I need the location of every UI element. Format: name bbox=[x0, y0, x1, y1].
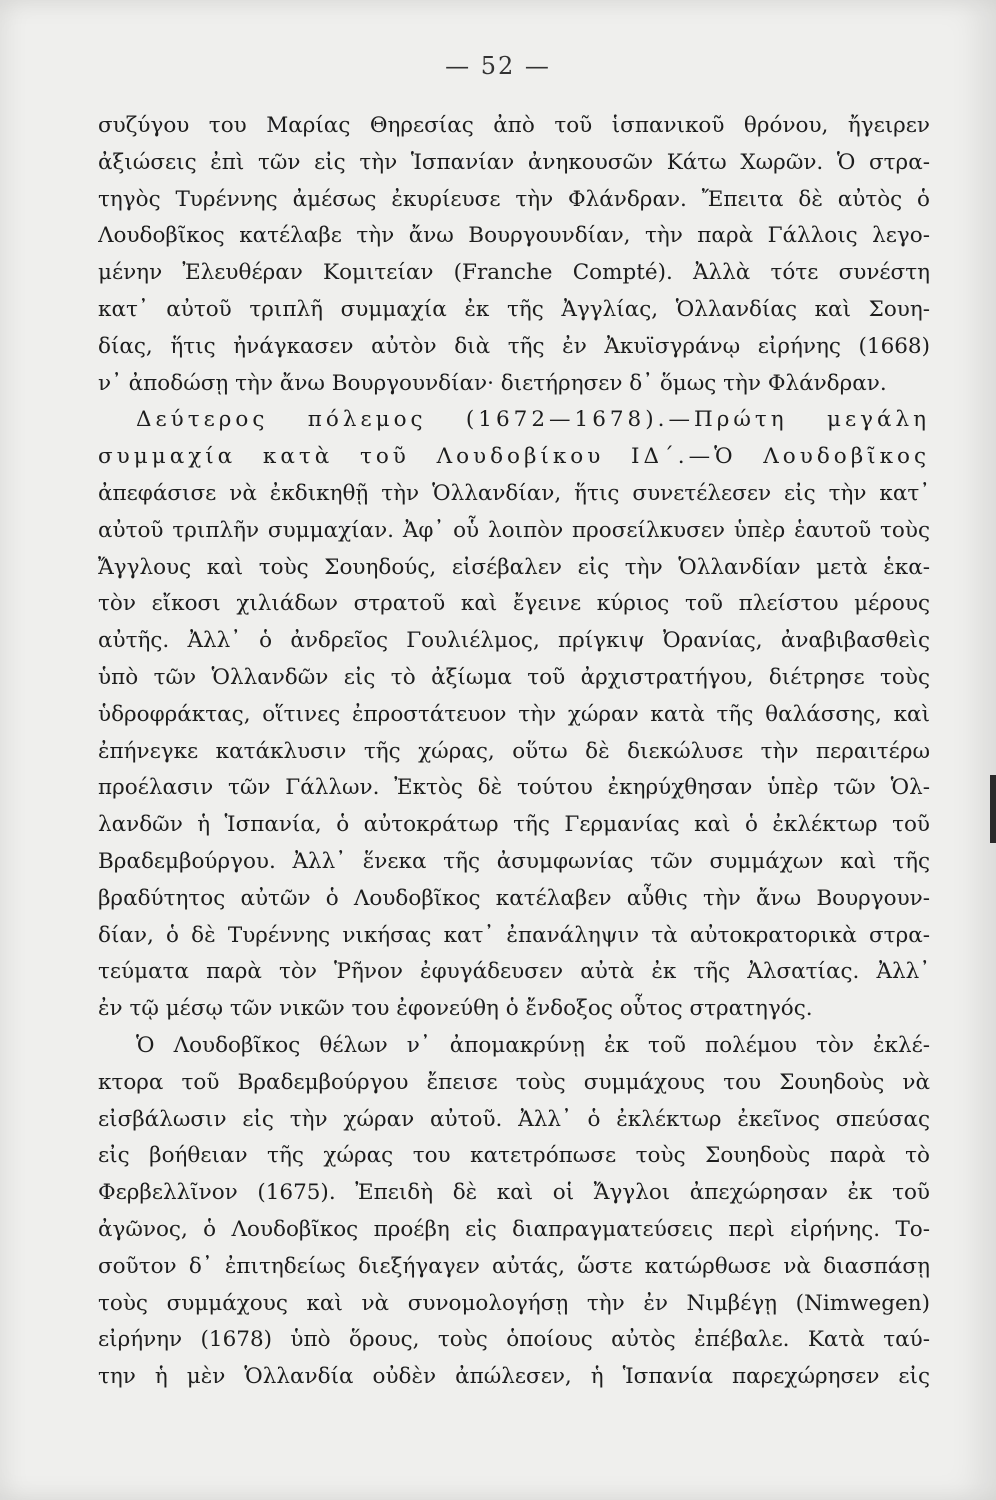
text-line: τοὺς συμμάχους καὶ νὰ συνομολογήσῃ τὴν ἐν Νιμβέγῃ (Nimwegen) bbox=[98, 1290, 930, 1316]
text-line: αὐτῆς. Ἀλλ᾽ ὁ ἀνδρεῖος Γουλιέλμος, πρίγκιψ Ὀρανίας, ἀναβιβασθεὶς bbox=[98, 628, 930, 654]
text-line: ὑδροφράκτας, οἵτινες ἐπροστάτευον τὴν χώραν κατὰ τῆς θαλάσσης, καὶ bbox=[98, 701, 930, 727]
text-line: τεύματα παρὰ τὸν Ῥῆνον ἐφυγάδευσεν αὐτὰ ἐκ τῆς Ἀλσατίας. Ἀλλ᾽ bbox=[98, 959, 930, 985]
text-line: κτορα τοῦ Βραδεμβούργου ἔπεισε τοὺς συμμάχους του Σουηδοὺς νὰ bbox=[98, 1069, 930, 1095]
text-line: ἀγῶνος, ὁ Λουδοβῖκος προέβη εἰς διαπραγματεύσεις περὶ εἰρήνης. Το- bbox=[98, 1216, 930, 1242]
text-line: Λουδοβῖκος κατέλαβε τὴν ἄνω Βουργουνδίαν, τὴν παρὰ Γάλλοις λεγο- bbox=[98, 223, 930, 249]
text-line: Βραδεμβούργου. Ἀλλ᾽ ἕνεκα τῆς ἀσυμφωνίας τῶν συμμάχων καὶ τῆς bbox=[98, 848, 930, 874]
section-heading-line: συμμαχία κατὰ τοῦ Λουδοβίκου ΙΔ΄.—Ὁ Λουδοβῖκος bbox=[98, 444, 930, 470]
text-line: τηγὸς Τυρέννης ἀμέσως ἐκυρίευσε τὴν Φλάνδραν. Ἔπειτα δὲ αὐτὸς ὁ bbox=[98, 186, 930, 212]
page-number: — 52 — bbox=[445, 52, 551, 80]
text-line: εἰς βοήθειαν τῆς χώρας του κατετρόπωσε τοὺς Σουηδοὺς παρὰ τὸ bbox=[98, 1143, 930, 1169]
text-line: την ἡ μὲν Ὁλλανδία οὐδὲν ἀπώλεσεν, ἡ Ἱσπανία παρεχώρησεν εἰς bbox=[98, 1364, 930, 1390]
text-line: δίας, ἥτις ἠνάγκασεν αὐτὸν διὰ τῆς ἐν Ἀκυϊσγράνῳ εἰρήνης (1668) bbox=[98, 333, 930, 359]
text-line: κατ᾽ αὐτοῦ τριπλῆ συμμαχία ἐκ τῆς Ἀγγλίας, Ὁλλανδίας καὶ Σουη- bbox=[98, 296, 930, 322]
text-line: Ἄγγλους καὶ τοὺς Σουηδούς, εἰσέβαλεν εἰς τὴν Ὁλλανδίαν μετὰ ἑκα- bbox=[98, 554, 930, 580]
text-line: ἀπεφάσισε νὰ ἐκδικηθῇ τὴν Ὁλλανδίαν, ἥτις συνετέλεσεν εἰς τὴν κατ᾽ bbox=[98, 480, 930, 506]
text-line: Ὁ Λουδοβῖκος θέλων ν᾽ ἀπομακρύνῃ ἐκ τοῦ πολέμου τὸν ἐκλέ- bbox=[136, 1032, 930, 1058]
text-line: εἰρήνην (1678) ὑπὸ ὅρους, τοὺς ὁποίους αὐτὸς ἐπέβαλε. Κατὰ ταύ- bbox=[98, 1327, 930, 1353]
text-line: ὑπὸ τῶν Ὁλλανδῶν εἰς τὸ ἀξίωμα τοῦ ἀρχιστρατήγου, διέτρησε τοὺς bbox=[98, 664, 930, 690]
text-line: σοῦτον δ᾽ ἐπιτηδείως διεξήγαγεν αὐτάς, ὥστε κατώρθωσε νὰ διασπάσῃ bbox=[98, 1253, 930, 1279]
page-edge-mark bbox=[990, 775, 996, 843]
text-line: δίαν, ὁ δὲ Τυρέννης νικήσας κατ᾽ ἐπανάληψιν τὰ αὐτοκρατορικὰ στρα- bbox=[98, 922, 930, 948]
text-line: ἐν τῷ μέσῳ τῶν νικῶν του ἐφονεύθη ὁ ἔνδοξος οὗτος στρατηγός. bbox=[98, 996, 813, 1022]
body-text bbox=[98, 108, 930, 1396]
text-line: αὐτοῦ τριπλῆν συμμαχίαν. Ἀφ᾽ οὗ λοιπὸν προσείλκυσεν ὑπὲρ ἑαυτοῦ τοὺς bbox=[98, 517, 930, 543]
text-line: βραδύτητος αὐτῶν ὁ Λουδοβῖκος κατέλαβεν αὖθις τὴν ἄνω Βουργουν- bbox=[98, 885, 930, 911]
text-line: λανδῶν ἡ Ἱσπανία, ὁ αὐτοκράτωρ τῆς Γερμανίας καὶ ὁ ἐκλέκτωρ τοῦ bbox=[98, 812, 930, 838]
text-line: ἀξιώσεις ἐπὶ τῶν εἰς τὴν Ἱσπανίαν ἀνηκουσῶν Κάτω Χωρῶν. Ὁ στρα- bbox=[98, 149, 930, 175]
section-heading-line: Δεύτερος πόλεμος (1672—1678).—Πρώτη μεγάλη bbox=[136, 407, 930, 433]
text-line: συζύγου του Μαρίας Θηρεσίας ἀπὸ τοῦ ἱσπανικοῦ θρόνου, ἤγειρεν bbox=[98, 113, 930, 138]
text-line: Φερβελλῖνον (1675). Ἐπειδὴ δὲ καὶ οἱ Ἄγγλοι ἀπεχώρησαν ἐκ τοῦ bbox=[98, 1180, 930, 1206]
text-line: ἐπήνεγκε κατάκλυσιν τῆς χώρας, οὕτω δὲ διεκώλυσε τὴν περαιτέρω bbox=[98, 738, 930, 764]
text-line: μένην Ἐλευθέραν Κομιτείαν (Franche Compté). Ἀλλὰ τότε συνέστη bbox=[98, 260, 930, 286]
text-line: προέλασιν τῶν Γάλλων. Ἐκτὸς δὲ τούτου ἐκηρύχθησαν ὑπὲρ τῶν Ὁλ- bbox=[98, 775, 930, 801]
text-line: εἰσβάλωσιν εἰς τὴν χώραν αὐτοῦ. Ἀλλ᾽ ὁ ἐκλέκτωρ ἐκεῖνος σπεύσας bbox=[98, 1106, 930, 1132]
text-line: ν᾽ ἀποδώσῃ τὴν ἄνω Βουργουνδίαν· διετήρησεν δ᾽ ὅμως τὴν Φλάνδραν. bbox=[98, 370, 887, 396]
text-line: τὸν εἴκοσι χιλιάδων στρατοῦ καὶ ἔγεινε κύριος τοῦ πλείστου μέρους bbox=[98, 591, 930, 617]
